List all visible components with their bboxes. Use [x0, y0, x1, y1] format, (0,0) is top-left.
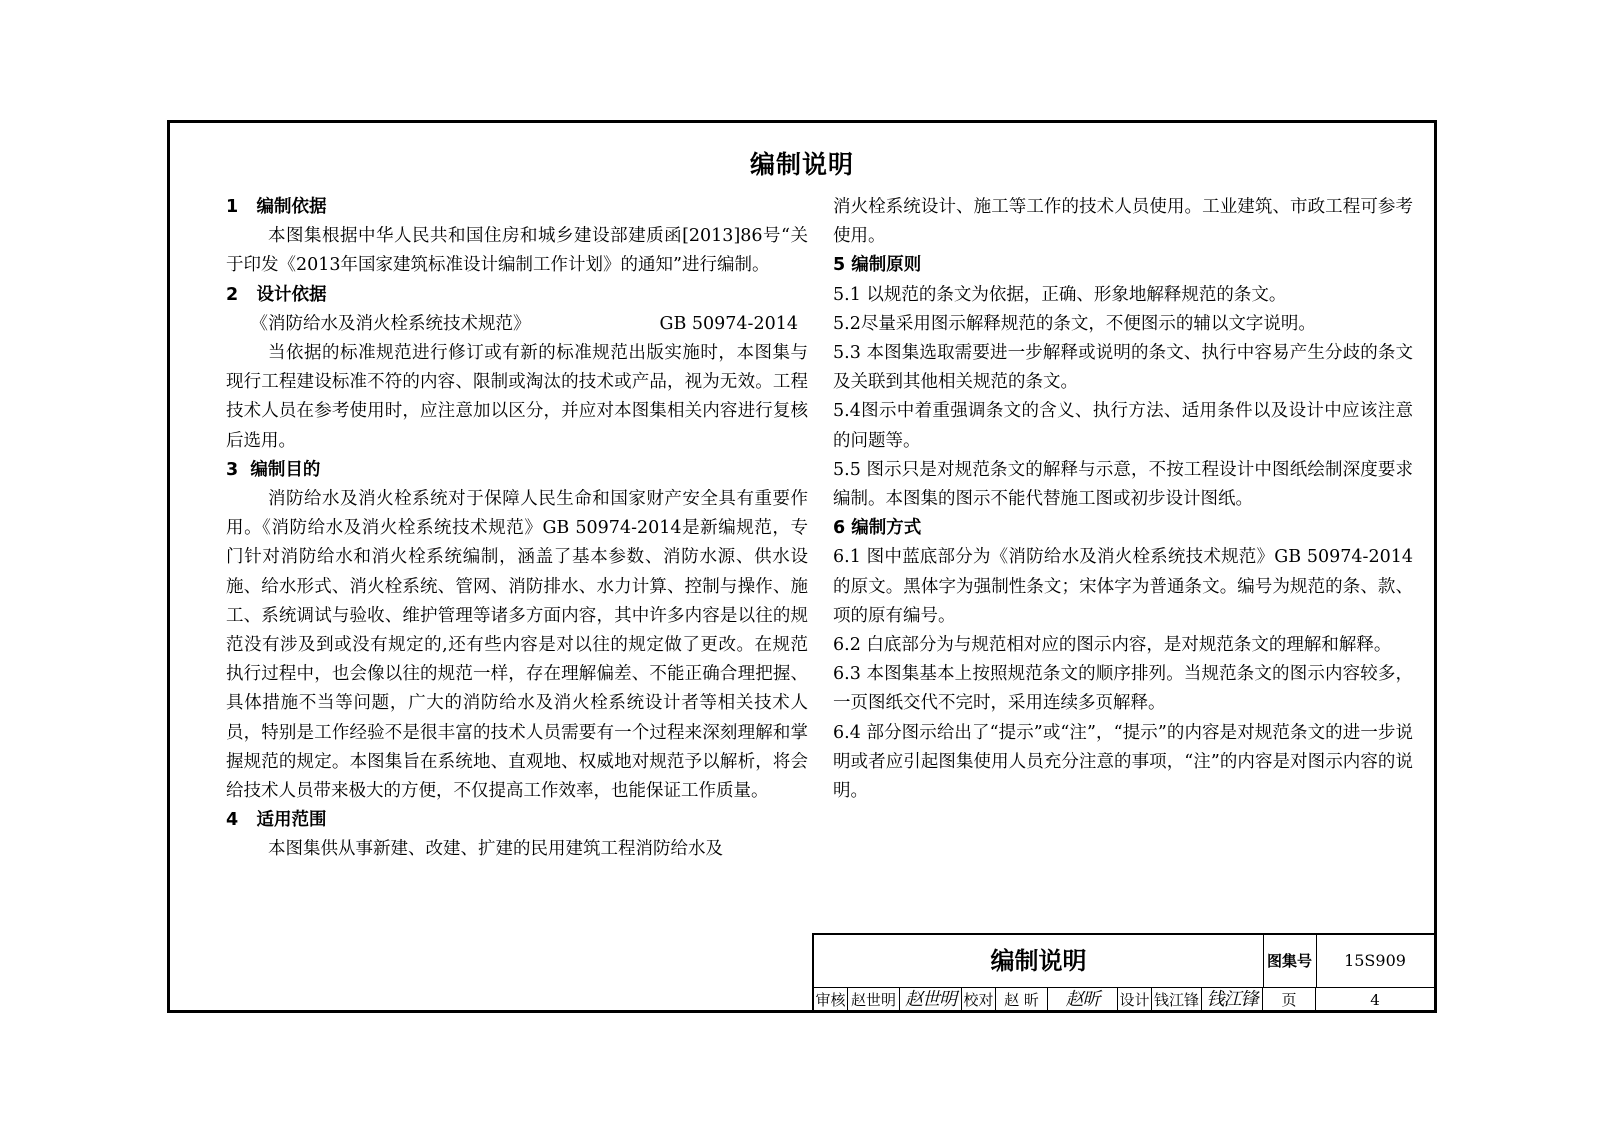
check-label: 校对 [962, 987, 996, 1013]
section-heading: 4 适用范围 [226, 810, 327, 831]
left-column [226, 193, 808, 865]
title-block [812, 933, 1434, 1013]
reviewer-name: 赵世明 [848, 987, 900, 1013]
section-heading: 5 编制原则 [833, 255, 922, 276]
page-label: 页 [1263, 987, 1316, 1013]
list-item: 5.2尽量采用图示解释规范的条文，不便图示的辅以文字说明。 [833, 313, 1316, 334]
paragraph: 本图集根据中华人民共和国住房和城乡建设部建质函[2013]86号“关于印发《2013年国家建筑标准设计编制工作计划》的通知”进行编制。 [226, 226, 808, 276]
list-item: 6.1 图中蓝底部分为《消防给水及消火栓系统技术规范》GB 50974-2014的原文。黑体字为强制性条文；宋体字为普通条文。编号为规范的条、款、项的原有编号。 [833, 547, 1413, 626]
checker-name: 赵 昕 [996, 987, 1048, 1013]
list-item: 5.3 本图集选取需要进一步解释或说明的条文、执行中容易产生分歧的条文及关联到其他相关规范的条文。 [833, 343, 1413, 393]
design-label: 设计 [1118, 987, 1152, 1013]
review-label: 审核 [814, 987, 848, 1013]
standard-reference [226, 310, 808, 339]
paragraph: 消防给水及消火栓系统对于保障人民生命和国家财产安全具有重要作用。《消防给水及消火栓系统技术规范》GB 50974-2014是新编规范，专门针对消防给水和消火栓系统编制，涵盖了基本参数、消防水源、供水设施、给水形式、消火栓系统、管网、消防排水、水力计算、控制与操作、施工、系统调试与验收、维护管理等诸多方面内容，其中许多内容是以往的规范没有涉及到或没有规定的,还有些内容是对以往的规定做了更改。在规范执行过程中，也会像以往的规范一样，存在理解偏差、不能正确合理把握、具体措施不当等问题，广大的消防给水及消火栓系统设计者等相关技术人员，特别是工作经验不是很丰富的技术人员需要有一个过程来深刻理解和掌握规范的规定。本图集旨在系统地、直观地、权威地对规范予以解析，将会给技术人员带来极大的方便，不仅提高工作效率，也能保证工作质量。 [226, 489, 808, 802]
list-item: 5.4图示中着重强调条文的含义、执行方法、适用条件以及设计中应该注意的问题等。 [833, 401, 1413, 451]
standard-name: 《消防给水及消火栓系统技术规范》 [250, 313, 531, 334]
right-column [833, 193, 1413, 806]
paragraph: 本图集供从事新建、改建、扩建的民用建筑工程消防给水及 [268, 839, 723, 860]
title-block-row [814, 935, 1434, 988]
reviewer-signature: 赵世明 [900, 987, 962, 1013]
paragraph: 消火栓系统设计、施工等工作的技术人员使用。工业建筑、市政工程可参考使用。 [833, 197, 1413, 247]
standard-code: GB 50974-2014 [659, 313, 798, 334]
drawing-frame [167, 120, 1437, 1013]
list-item: 5.5 图示只是对规范条文的解释与示意，不按工程设计中图纸绘制深度要求编制。本图集的图示不能代替施工图或初步设计图纸。 [833, 459, 1413, 510]
page-number: 4 [1370, 991, 1380, 1009]
designer-signature: 钱江锋 [1202, 987, 1263, 1013]
section-heading: 2 设计依据 [226, 284, 327, 305]
designer-name: 钱江锋 [1152, 987, 1202, 1013]
atlas-number-label: 图集号 [1263, 935, 1317, 987]
list-item: 6.4 部分图示给出了“提示”或“注”，“提示”的内容是对规范条文的进一步说明或者应引起图集使用人员充分注意的事项，“注”的内容是对图示内容的说明。 [833, 722, 1413, 802]
atlas-number: 15S909 [1344, 951, 1406, 970]
list-item: 5.1 以规范的条文为依据，正确、形象地解释规范的条文。 [833, 284, 1287, 305]
checker-signature: 赵昕 [1048, 987, 1118, 1013]
page-title: 编制说明 [749, 150, 854, 179]
section-heading: 3 编制目的 [226, 459, 321, 480]
list-item: 6.3 本图集基本上按照规范条文的顺序排列。当规范条文的图示内容较多，一页图纸交代不完时，采用连续多页解释。 [833, 664, 1413, 714]
paragraph: 当依据的标准规范进行修订或有新的标准规范出版实施时，本图集与现行工程建设标准不符的内容、限制或淘汰的技术或产品，视为无效。工程技术人员在参考使用时，应注意加以区分，并应对本图集相关内容进行复核后选用。 [226, 343, 808, 451]
list-item: 6.2 白底部分为与规范相对应的图示内容，是对规范条文的理解和解释。 [833, 635, 1392, 656]
section-heading: 6 编制方式 [833, 518, 922, 539]
title-block-signature-row [814, 987, 1434, 1013]
section-heading: 1 编制依据 [226, 197, 327, 217]
title-block-title: 编制说明 [814, 935, 1264, 987]
